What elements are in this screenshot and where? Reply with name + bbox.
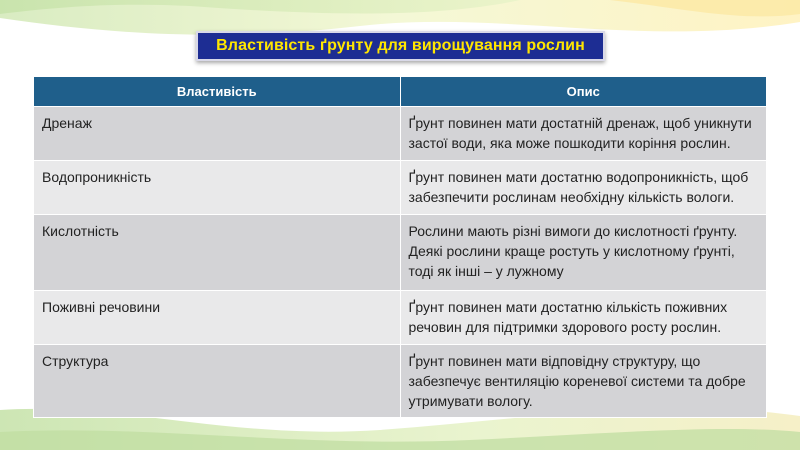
table-row [34,215,767,291]
description-cell: Ґрунт повинен мати достатній дренаж, щоб уникнути застої води, яка може пошкодити коріння рослин. [400,107,767,161]
table-row [34,291,767,345]
property-cell: Дренаж [34,107,401,161]
property-cell: Структура [34,345,401,418]
table-row [34,107,767,161]
description-cell: Ґрунт повинен мати достатню кількість поживних речовин для підтримки здорового росту рослин. [400,291,767,345]
column-header-property: Властивість [34,77,401,107]
table-header-row [34,77,767,107]
slide-title-box [196,31,605,61]
description-cell: Ґрунт повинен мати відповідну структуру, що забезпечує вентиляцію кореневої системи та добре утримувати вологу. [400,345,767,418]
soil-properties-table [33,76,767,418]
table-row [34,345,767,418]
property-cell: Водопроникність [34,161,401,215]
slide-title: Властивість ґрунту для вирощування рослин [216,37,585,54]
property-cell: Поживні речовини [34,291,401,345]
property-cell: Кислотність [34,215,401,291]
description-cell: Ґрунт повинен мати достатню водопроникність, щоб забезпечити рослинам необхідну кількість вологи. [400,161,767,215]
description-cell: Рослини мають різні вимоги до кислотності ґрунту. Деякі рослини краще ростуть у кислотному ґрунті, тоді як інші – у лужному [400,215,767,291]
column-header-description: Опис [400,77,767,107]
table-row [34,161,767,215]
